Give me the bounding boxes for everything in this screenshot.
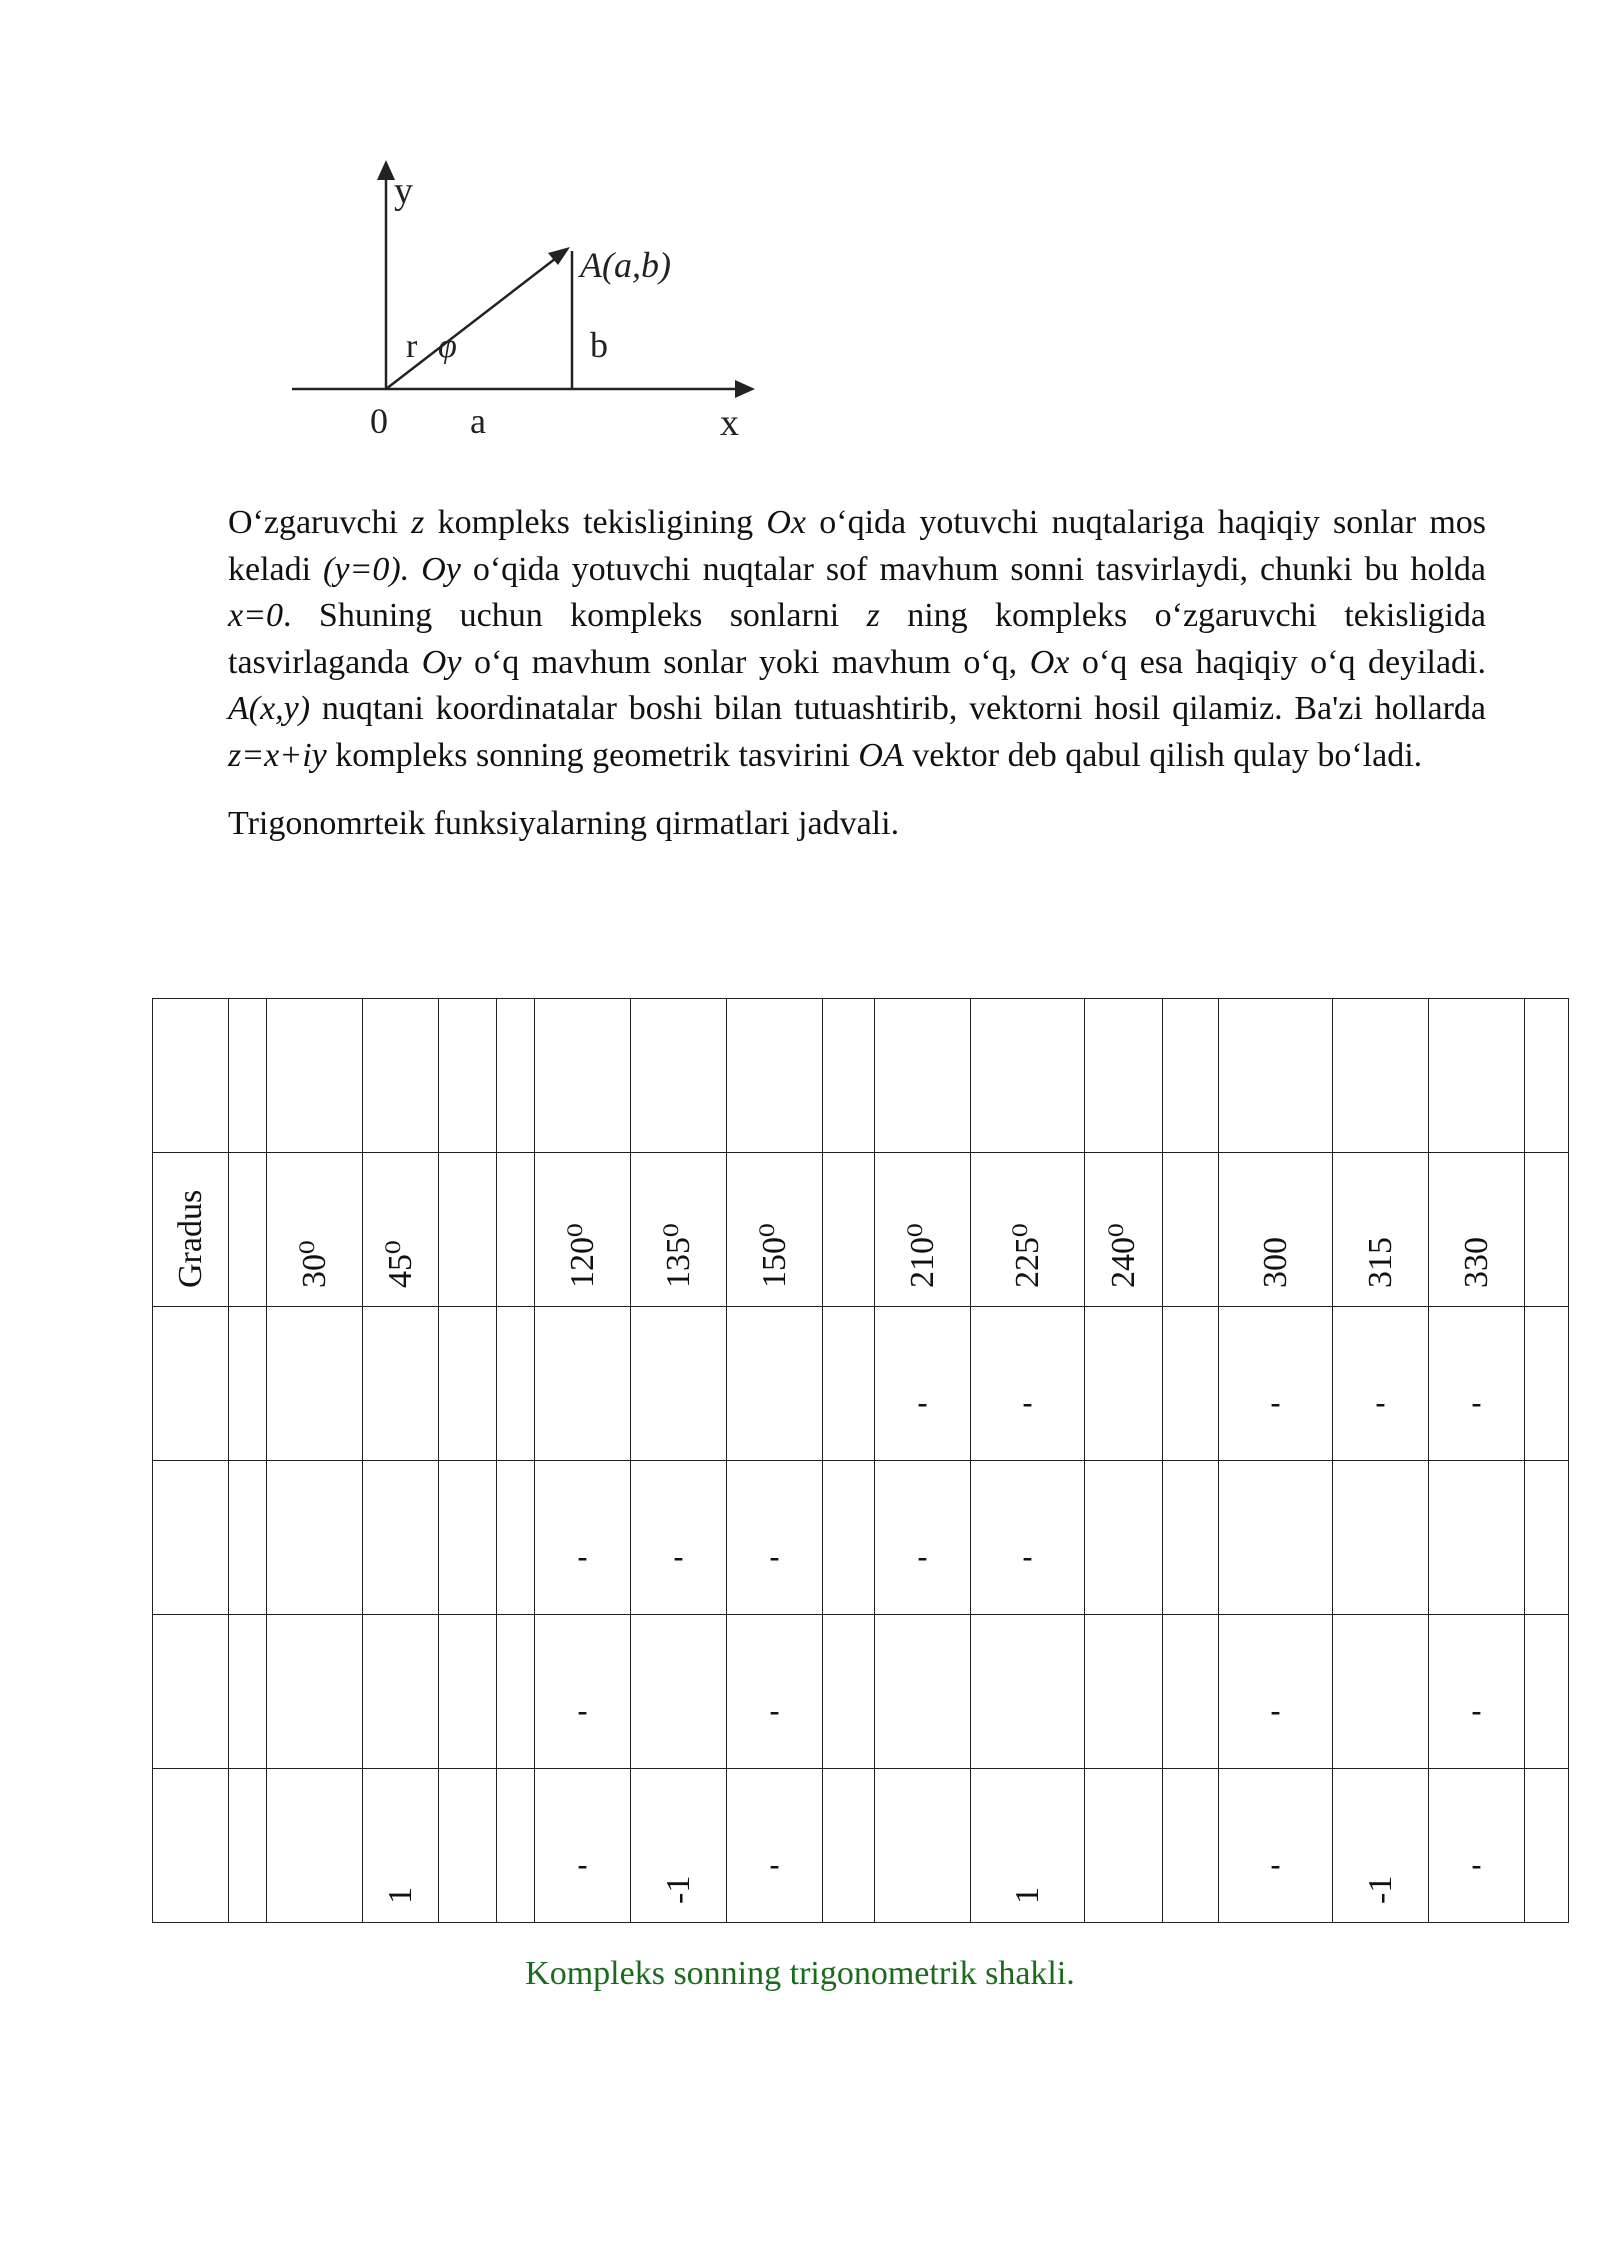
- table-cell: [971, 999, 1085, 1153]
- complex-plane-figure: [280, 155, 780, 455]
- table-cell: [1333, 1461, 1429, 1615]
- table-cell: [727, 1769, 823, 1923]
- table-cell: [1163, 999, 1219, 1153]
- table-cell: [1219, 1307, 1333, 1461]
- table-cell: [971, 1153, 1085, 1307]
- table-cell: [229, 1615, 267, 1769]
- table-cell: [229, 1769, 267, 1923]
- table-cell: [1429, 1153, 1525, 1307]
- angle-header: 210⁰: [903, 1223, 941, 1288]
- table-cell: [1429, 1461, 1525, 1615]
- cell-value: 1: [381, 1887, 419, 1904]
- table-cell: [439, 1769, 497, 1923]
- minus-sign: -: [1375, 1386, 1386, 1419]
- x-axis-arrow: [735, 380, 755, 398]
- table-cell: [875, 1461, 971, 1615]
- table-cell: [153, 1769, 229, 1923]
- table-cell: [1085, 999, 1163, 1153]
- angle-header: Gradus: [171, 1189, 209, 1288]
- table-cell: [497, 1615, 535, 1769]
- table-cell: [439, 1615, 497, 1769]
- table-cell: [363, 1769, 439, 1923]
- minus-sign: -: [1270, 1848, 1281, 1881]
- table-cell: [1163, 1615, 1219, 1769]
- table-cell: [229, 1461, 267, 1615]
- table-cell: [267, 1307, 363, 1461]
- angle-header: 135⁰: [659, 1223, 697, 1288]
- table-cell: [971, 1615, 1085, 1769]
- table-row: [153, 1461, 1569, 1615]
- x-axis-label: x: [720, 402, 739, 444]
- cell-value: -1: [1361, 1875, 1399, 1904]
- table-cell: [497, 1461, 535, 1615]
- table-cell: [267, 1153, 363, 1307]
- table-cell: [1163, 1461, 1219, 1615]
- table-cell: [631, 1307, 727, 1461]
- table-cell: [363, 1307, 439, 1461]
- minus-sign: -: [673, 1540, 684, 1573]
- table-cell: [363, 1461, 439, 1615]
- angle-header: 225⁰: [1008, 1223, 1046, 1288]
- table-cell: [439, 1307, 497, 1461]
- table-cell: [229, 999, 267, 1153]
- table-cell: [535, 1615, 631, 1769]
- table-cell: [267, 999, 363, 1153]
- side-a-label: a: [470, 401, 486, 441]
- table-cell: [535, 1153, 631, 1307]
- angle-header: 240⁰: [1104, 1223, 1142, 1288]
- table-cell: [1429, 1769, 1525, 1923]
- minus-sign: -: [1471, 1386, 1482, 1419]
- table-cell: [823, 1615, 875, 1769]
- angle-label: φ: [438, 328, 457, 365]
- vector-oa-line: [386, 255, 560, 389]
- table-cell: [439, 999, 497, 1153]
- table-cell: [631, 1615, 727, 1769]
- table-cell: [1333, 1769, 1429, 1923]
- table-cell: [1429, 999, 1525, 1153]
- table-cell: [1219, 1461, 1333, 1615]
- table-cell: [1429, 1615, 1525, 1769]
- table-cell: [153, 999, 229, 1153]
- table-cell: [229, 1307, 267, 1461]
- table-row: [153, 1615, 1569, 1769]
- table-cell: [727, 1615, 823, 1769]
- paragraph-table-intro: Trigonomrteik funksiyalarning qirmatlari jadvali.: [228, 805, 900, 842]
- minus-sign: -: [1471, 1848, 1482, 1881]
- angle-header: 45⁰: [381, 1240, 419, 1288]
- table-cell: [1219, 1615, 1333, 1769]
- table-cell: [727, 1461, 823, 1615]
- table-cell: [1525, 1769, 1569, 1923]
- table-cell: [727, 999, 823, 1153]
- table-cell: [631, 1461, 727, 1615]
- angle-header: 30⁰: [295, 1240, 333, 1288]
- table-cell: [631, 1153, 727, 1307]
- radius-label: r: [406, 328, 418, 365]
- table-cell: [1333, 1615, 1429, 1769]
- angle-header: 120⁰: [563, 1223, 601, 1288]
- minus-sign: -: [917, 1386, 928, 1419]
- minus-sign: -: [577, 1848, 588, 1881]
- table-cell: [497, 999, 535, 1153]
- table-row: [153, 1769, 1569, 1923]
- table-cell: [1525, 1461, 1569, 1615]
- minus-sign: -: [1471, 1694, 1482, 1727]
- table-cell: [1085, 1769, 1163, 1923]
- table-cell: [1219, 1153, 1333, 1307]
- table-cell: [1525, 1615, 1569, 1769]
- minus-sign: -: [577, 1694, 588, 1727]
- table-cell: [1333, 1307, 1429, 1461]
- y-axis-label: y: [394, 170, 413, 212]
- cell-value: -1: [659, 1875, 697, 1904]
- table-cell: [153, 1307, 229, 1461]
- table-cell: [1163, 1153, 1219, 1307]
- table-cell: [1429, 1307, 1525, 1461]
- minus-sign: -: [1270, 1386, 1281, 1419]
- table-cell: [875, 1769, 971, 1923]
- table-cell: [535, 1307, 631, 1461]
- table-cell: [1163, 1769, 1219, 1923]
- table-cell: [875, 999, 971, 1153]
- table-cell: [1085, 1461, 1163, 1615]
- minus-sign: -: [769, 1848, 780, 1881]
- table-cell: [1525, 1307, 1569, 1461]
- point-a-label: A(a,b): [580, 245, 671, 285]
- minus-sign: -: [1022, 1540, 1033, 1573]
- paragraph-complex-plane: O‘zgaruvchi z kompleks tekisligining Ox o‘qida yotuvchi nuqtalariga haqiqiy sonlar mos keladi (y=0). Oy o‘qida yotuvchi nuqtalar sof mavhum sonni tasvirlaydi, chunki bu holda x=0. Shuning uchun kompleks sonlarni z ning kompleks o‘zgaruvchi tekisligida tasvirlaganda Oy o‘q mavhum sonlar yoki mavhum o‘q, Ox o‘q esa haqiqiy o‘q deyiladi. A(x,y) nuqtani koordinatalar boshi bilan tutuashtirib, vektorni hosil qilamiz. Ba'zi hollarda z=x+iy kompleks sonning geometrik tasvirini OA vektor deb qabul qilish qulay bo‘ladi.: [228, 504, 1487, 774]
- cell-value: 1: [1008, 1887, 1046, 1904]
- minus-sign: -: [1270, 1694, 1281, 1727]
- y-axis-arrow: [377, 160, 395, 180]
- table-cell: [631, 999, 727, 1153]
- table-cell: [875, 1615, 971, 1769]
- table-cell: [1085, 1307, 1163, 1461]
- table-cell: [1333, 1153, 1429, 1307]
- table-cell: [439, 1153, 497, 1307]
- table-cell: [971, 1307, 1085, 1461]
- table-cell: [1085, 1615, 1163, 1769]
- section-caption: Kompleks sonning trigonometrik shakli.: [525, 1955, 1075, 1992]
- table-cell: [875, 1153, 971, 1307]
- table-cell: [631, 1769, 727, 1923]
- table-cell: [497, 1307, 535, 1461]
- table-cell: [267, 1769, 363, 1923]
- table-cell: [363, 1615, 439, 1769]
- table-cell: [535, 1461, 631, 1615]
- table-cell: [1163, 1307, 1219, 1461]
- table-cell: [363, 999, 439, 1153]
- table-cell: [823, 1461, 875, 1615]
- minus-sign: -: [769, 1540, 780, 1573]
- table-row: [153, 1307, 1569, 1461]
- table-cell: [535, 999, 631, 1153]
- table-cell: [267, 1615, 363, 1769]
- table-cell: [153, 1461, 229, 1615]
- table-cell: [1085, 1153, 1163, 1307]
- table-cell: [823, 1307, 875, 1461]
- origin-label: 0: [370, 401, 388, 441]
- table-cell: [1525, 1153, 1569, 1307]
- table-cell: [823, 1153, 875, 1307]
- table-cell: [727, 1307, 823, 1461]
- minus-sign: -: [917, 1540, 928, 1573]
- table-cell: [153, 1615, 229, 1769]
- angle-header: 300: [1256, 1237, 1294, 1288]
- minus-sign: -: [1022, 1386, 1033, 1419]
- table-row: [153, 1153, 1569, 1307]
- table-cell: [439, 1461, 497, 1615]
- angle-header: 330: [1457, 1237, 1495, 1288]
- table-cell: [363, 1153, 439, 1307]
- minus-sign: -: [577, 1540, 588, 1573]
- table-cell: [229, 1153, 267, 1307]
- table-cell: [497, 1769, 535, 1923]
- trig-values-table: [152, 998, 1569, 1923]
- table-cell: [727, 1153, 823, 1307]
- table-cell: [535, 1769, 631, 1923]
- table-cell: [971, 1461, 1085, 1615]
- table-cell: [1525, 999, 1569, 1153]
- table-cell: [875, 1307, 971, 1461]
- table-cell: [1219, 999, 1333, 1153]
- side-b-label: b: [590, 325, 608, 365]
- table-row: [153, 999, 1569, 1153]
- angle-header: 150⁰: [755, 1223, 793, 1288]
- table-cell: [497, 1153, 535, 1307]
- minus-sign: -: [769, 1694, 780, 1727]
- table-cell: [823, 1769, 875, 1923]
- body-text: [228, 500, 1486, 848]
- angle-header: 315: [1361, 1237, 1399, 1288]
- table-cell: [153, 1153, 229, 1307]
- table-cell: [971, 1769, 1085, 1923]
- table-cell: [823, 999, 875, 1153]
- table-cell: [1333, 999, 1429, 1153]
- table-cell: [267, 1461, 363, 1615]
- table-cell: [1219, 1769, 1333, 1923]
